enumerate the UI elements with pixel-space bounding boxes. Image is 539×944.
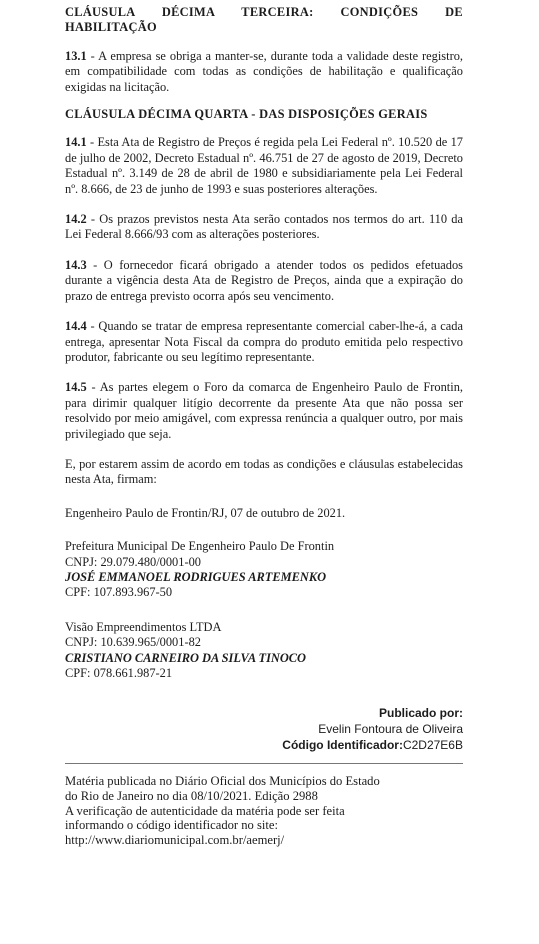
signatory-cpf: CPF: 107.893.967-50	[65, 585, 173, 600]
clause-14-title: CLÁUSULA DÉCIMA QUARTA - DAS DISPOSIÇÕES GERAIS	[65, 107, 428, 122]
footer-line: Matéria publicada no Diário Oficial dos Municípios do Estado	[65, 774, 380, 789]
clause-13-title	[65, 5, 463, 36]
paragraph-14-3	[65, 258, 463, 304]
identifier-code-label: Código Identificador:	[282, 738, 403, 753]
publication-label: Publicado por:	[379, 706, 463, 721]
signatory-cnpj: CNPJ: 29.079.480/0001-00	[65, 554, 201, 569]
signatory-block	[65, 620, 463, 682]
clause-13-title-line2: HABILITAÇÃO	[65, 20, 157, 35]
signatory-org: Prefeitura Municipal De Engenheiro Paulo De Frontin	[65, 539, 335, 554]
clause-13-title-line1: CLÁUSULA DÉCIMA TERCEIRA: CONDIÇÕES DE	[65, 5, 463, 19]
signatory-name: CRISTIANO CARNEIRO DA SILVA TINOCO	[65, 650, 306, 665]
footer-line: informando o código identificador no site:	[65, 818, 278, 833]
paragraph-text: - Esta Ata de Registro de Preços é regida pela Lei Federal nº. 10.520 de 17 de julho de 2002, Decreto Estadual nº. 46.751 de 27 de agosto de 2019, Decreto Estadual nº. 3.149 de 28 de abril de 1980 e subsidiariamente pela Lei Federal nº. 8.666, de 23 de junho de 1993 e suas posteriores alterações.	[65, 135, 463, 196]
paragraph-number: 14.1	[65, 135, 87, 150]
paragraph-text: - O fornecedor ficará obrigado a atender todos os pedidos efetuados durante a vigência desta Ata de Registro de Preços, ainda que a expiração do prazo de entrega previsto ocorra após seu vencimento.	[65, 257, 463, 303]
signatory-cpf: CPF: 078.661.987-21	[65, 666, 173, 680]
signatory-name: JOSÉ EMMANOEL RODRIGUES ARTEMENKO	[65, 569, 327, 584]
footer-line: A verificação de autenticidade da matéria pode ser feita	[65, 803, 345, 818]
publication-footer	[65, 774, 463, 847]
signatory-block	[65, 539, 463, 601]
signatory-cnpj: CNPJ: 10.639.965/0001-82	[65, 635, 201, 650]
paragraph-14-4	[65, 319, 463, 365]
publication-info	[65, 705, 463, 753]
paragraph-number: 14.4	[65, 319, 87, 334]
paragraph-number: 13.1	[65, 48, 87, 63]
document-page	[65, 5, 463, 847]
paragraph-number: 14.5	[65, 380, 87, 395]
paragraph-text: - A empresa se obriga a manter-se, durante toda a validade deste registro, em compatibilidade com todas as condições de habilitação e qualificação exigidas na licitação.	[65, 48, 463, 94]
paragraph-14-1	[65, 135, 463, 197]
place-date: Engenheiro Paulo de Frontin/RJ, 07 de outubro de 2021.	[65, 505, 346, 520]
paragraph-text: - As partes elegem o Foro da comarca de Engenheiro Paulo de Frontin, para dirimir qualquer litígio decorrente da presente Ata que não possa ser resolvido por meio amigável, com expressa renúncia a qualquer outro, por mais privilegiado que seja.	[65, 380, 463, 441]
paragraph-14-2	[65, 212, 463, 243]
footer-url[interactable]: http://www.diariomunicipal.com.br/aemerj/	[65, 832, 285, 847]
identifier-code: C2D27E6B	[402, 738, 463, 753]
paragraph-14-5	[65, 380, 463, 442]
identifier-code-line	[65, 737, 463, 753]
closing-statement: E, por estarem assim de acordo em todas as condições e cláusulas estabelecidas nesta Ata, firmam:	[65, 456, 463, 487]
paragraph-text: - Quando se tratar de empresa representante comercial caber-lhe-á, a cada entrega, apresentar Nota Fiscal da compra do produto emitida pelo respectivo produtor, fabricante ou seu legítimo representante.	[65, 319, 463, 364]
paragraph-text: - Os prazos previstos nesta Ata serão contados nos termos do art. 110 da Lei Federal 8.666/93 com as alterações posteriores.	[65, 212, 463, 242]
paragraph-13-1	[65, 49, 463, 95]
footer-line: do Rio de Janeiro no dia 08/10/2021. Edição 2988	[65, 789, 318, 803]
signatory-org: Visão Empreendimentos LTDA	[65, 619, 222, 634]
paragraph-number: 14.3	[65, 257, 87, 272]
paragraph-number: 14.2	[65, 212, 87, 227]
publisher-name: Evelin Fontoura de Oliveira	[318, 722, 463, 737]
